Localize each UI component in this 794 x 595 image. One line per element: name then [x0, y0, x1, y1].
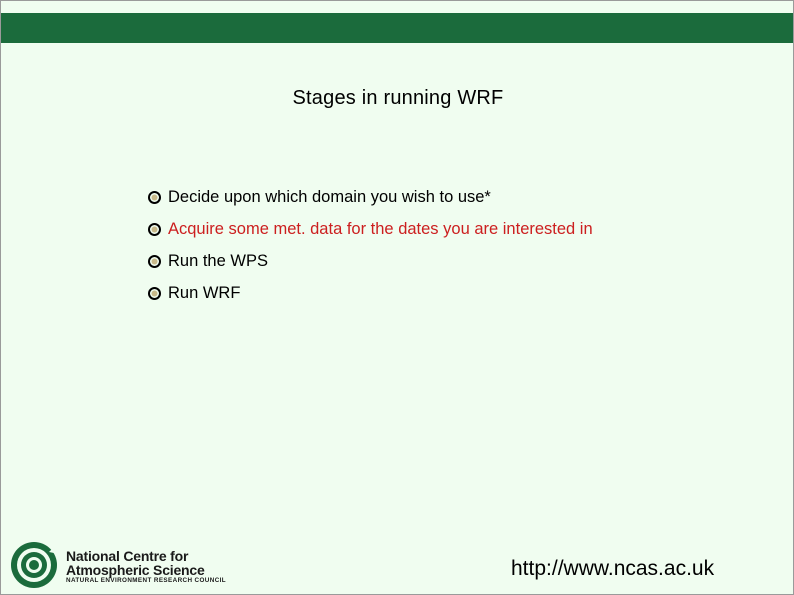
bullet-text: Run WRF — [168, 283, 241, 302]
ring-bullet-icon — [148, 287, 161, 300]
logo-name-line1: National Centre for — [66, 548, 189, 564]
bullet-list — [148, 181, 593, 309]
ring-bullet-icon — [148, 255, 161, 268]
bullet-item-wrf — [148, 277, 593, 309]
header-bar — [1, 13, 793, 43]
bullet-text: Acquire some met. data for the dates you are interested in — [168, 219, 593, 238]
website-url[interactable]: http://www.ncas.ac.uk — [511, 557, 715, 580]
slide-title: Stages in running WRF — [292, 87, 504, 109]
ncas-logo — [9, 540, 239, 592]
logo-tagline: NATURAL ENVIRONMENT RESEARCH COUNCIL — [66, 577, 227, 584]
bullet-text: Decide upon which domain you wish to use* — [168, 187, 491, 206]
logo-name-line2: Atmospheric Science — [66, 562, 205, 578]
bullet-text: Run the WPS — [168, 251, 268, 270]
bullet-item-domain — [148, 181, 593, 213]
ncas-logo-icon — [9, 540, 59, 590]
ring-bullet-icon — [148, 223, 161, 236]
bullet-item-met-data — [148, 213, 593, 245]
bullet-item-wps — [148, 245, 593, 277]
ring-bullet-icon — [148, 191, 161, 204]
